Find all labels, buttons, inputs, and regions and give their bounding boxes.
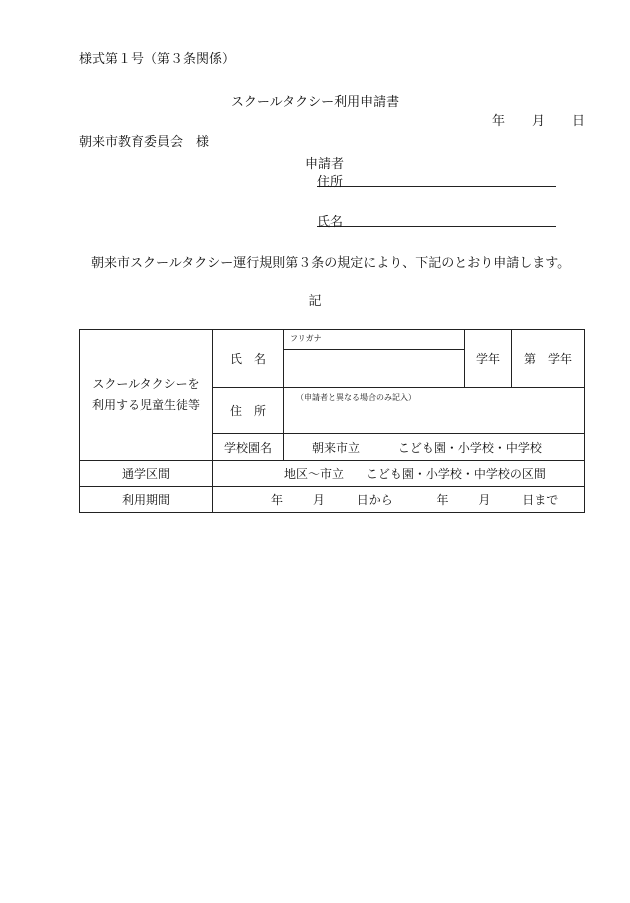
period-label-cell — [80, 487, 213, 513]
school-types: こども園・小学校・中学校 — [397, 440, 542, 455]
grade-value: 第 学年 — [523, 352, 572, 366]
student-name-field[interactable] — [284, 350, 465, 388]
furigana-label: フリガナ — [290, 334, 322, 343]
school-label: 学校園名 — [223, 440, 272, 455]
date-day-label: 日 — [572, 114, 586, 129]
application-table — [79, 329, 585, 513]
form-number: 様式第１号（第３条関係） — [79, 52, 236, 67]
applicant-heading: 申請者 — [305, 157, 345, 172]
period-to-year: 年 — [436, 493, 449, 507]
grade-value-field[interactable] — [512, 330, 585, 388]
name-label-cell — [213, 330, 284, 388]
body-text: 朝来市スクールタクシー運行規則第３条の規定により、下記のとおり申請します。 — [91, 256, 571, 271]
commute-label: 通学区間 — [121, 467, 170, 481]
period-to-day: 日まで — [522, 493, 559, 507]
applicant-name-field[interactable] — [317, 211, 556, 230]
applicant-address-field[interactable] — [317, 171, 556, 190]
commute-to: こども園・小学校・中学校の区間 — [365, 467, 546, 481]
school-prefix: 朝来市立 — [312, 440, 361, 455]
date-month-label: 月 — [532, 114, 546, 129]
period-to-month: 月 — [478, 493, 491, 507]
furigana-field[interactable] — [284, 330, 465, 350]
name-label: 氏 名 — [229, 352, 266, 366]
ki-label: 記 — [308, 294, 322, 309]
applicant-name-label: 氏名 — [317, 215, 344, 230]
addressee: 朝来市教育委員会 様 — [79, 135, 210, 150]
commute-field[interactable] — [213, 461, 585, 487]
period-from-month: 月 — [312, 493, 325, 507]
period-label: 利用期間 — [121, 493, 170, 507]
document-title: スクールタクシー利用申請書 — [230, 95, 400, 110]
grade-label: 学年 — [475, 352, 500, 366]
student-address-field[interactable] — [284, 388, 585, 434]
period-from-year: 年 — [271, 493, 284, 507]
commute-label-cell — [80, 461, 213, 487]
school-label-cell — [213, 434, 284, 461]
address-label: 住 所 — [229, 404, 266, 418]
student-header-cell — [80, 330, 213, 461]
address-note: （申請者と異なる場合のみ記入） — [296, 393, 416, 402]
address-label-cell — [213, 388, 284, 434]
student-header-line2: 利用する児童生徒等 — [91, 398, 200, 412]
applicant-address-label: 住所 — [317, 175, 344, 190]
student-header-line1: スクールタクシーを — [92, 377, 200, 391]
period-from-day: 日から — [356, 493, 393, 507]
school-field[interactable] — [284, 434, 585, 461]
date-year-label: 年 — [492, 114, 506, 129]
grade-label-cell — [465, 330, 512, 388]
period-field[interactable] — [213, 487, 585, 513]
commute-from: 地区～市立 — [284, 467, 345, 481]
